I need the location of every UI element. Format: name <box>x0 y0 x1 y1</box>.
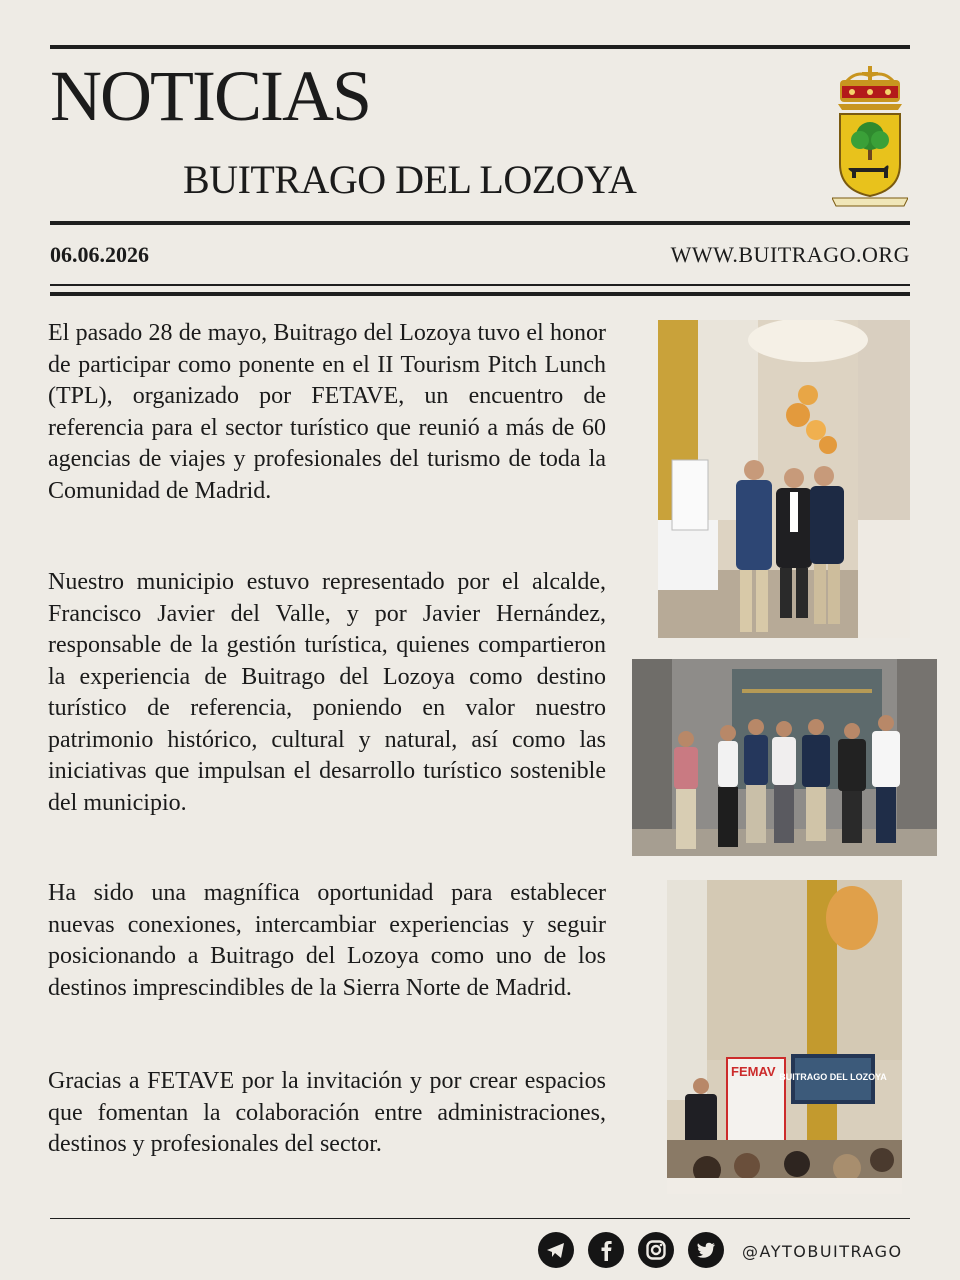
page-subtitle: BUITRAGO DEL LOZOYA <box>183 157 637 202</box>
article-paragraph-1: El pasado 28 de mayo, Buitrago del Lozoya tuvo el honor de participar como ponente en el II Tourism Pitch Lunch (TPL), organizado por FETAVE, un encuentro de referencia para el sector turístico que reunió a más de 60 agencias de viajes y profesionales del turismo de toda la Comunidad de Madrid. <box>48 320 606 504</box>
header-rule <box>50 221 910 225</box>
issue-date: 06.06.2026 <box>50 242 149 267</box>
screen-text: BUITRAGO DEL LOZOYA <box>779 1072 887 1082</box>
coat-of-arms-logo <box>832 64 908 208</box>
social-handle[interactable]: @AYTOBUITRAGO <box>742 1242 903 1261</box>
article-paragraph-4: Gracias a FETAVE por la invitación y por crear espacios que fomentan la colaboración entre administraciones, destinos y profesionales del sector. <box>48 1068 606 1157</box>
event-photo-2 <box>632 659 937 856</box>
page-title: NOTICIAS <box>50 56 370 136</box>
footer-rule <box>50 1218 910 1219</box>
instagram-icon[interactable] <box>638 1232 674 1268</box>
article-paragraph-2: Nuestro municipio estuvo representado por el alcalde, Francisco Javier del Valle, y por Javier Hernández, responsable de la gestión turística, quienes compartieron la experiencia de Buitrago del Lozoya como destino turístico de referencia, poniendo en valor nuestro patrimonio histórico, cultural y natural, así como las iniciativas que impulsan el desarrollo turístico sostenible del municipio. <box>48 569 606 816</box>
twitter-icon[interactable] <box>688 1232 724 1268</box>
facebook-icon[interactable] <box>588 1232 624 1268</box>
divider-rule-1 <box>50 284 910 286</box>
event-photo-1 <box>658 320 910 638</box>
divider-rule-2 <box>50 292 910 296</box>
article-paragraph-3: Ha sido una magnífica oportunidad para establecer nuevas conexiones, intercambiar experiencias y seguir posicionando a Buitrago del Lozoya como uno de los destinos imprescindibles de la Sierra Norte de Madrid. <box>48 880 606 1001</box>
telegram-icon[interactable] <box>538 1232 574 1268</box>
event-photo-3 <box>667 880 902 1194</box>
top-rule <box>50 45 910 49</box>
website-link[interactable]: WWW.BUITRAGO.ORG <box>670 242 910 267</box>
banner-text: FEMAV <box>731 1064 776 1079</box>
